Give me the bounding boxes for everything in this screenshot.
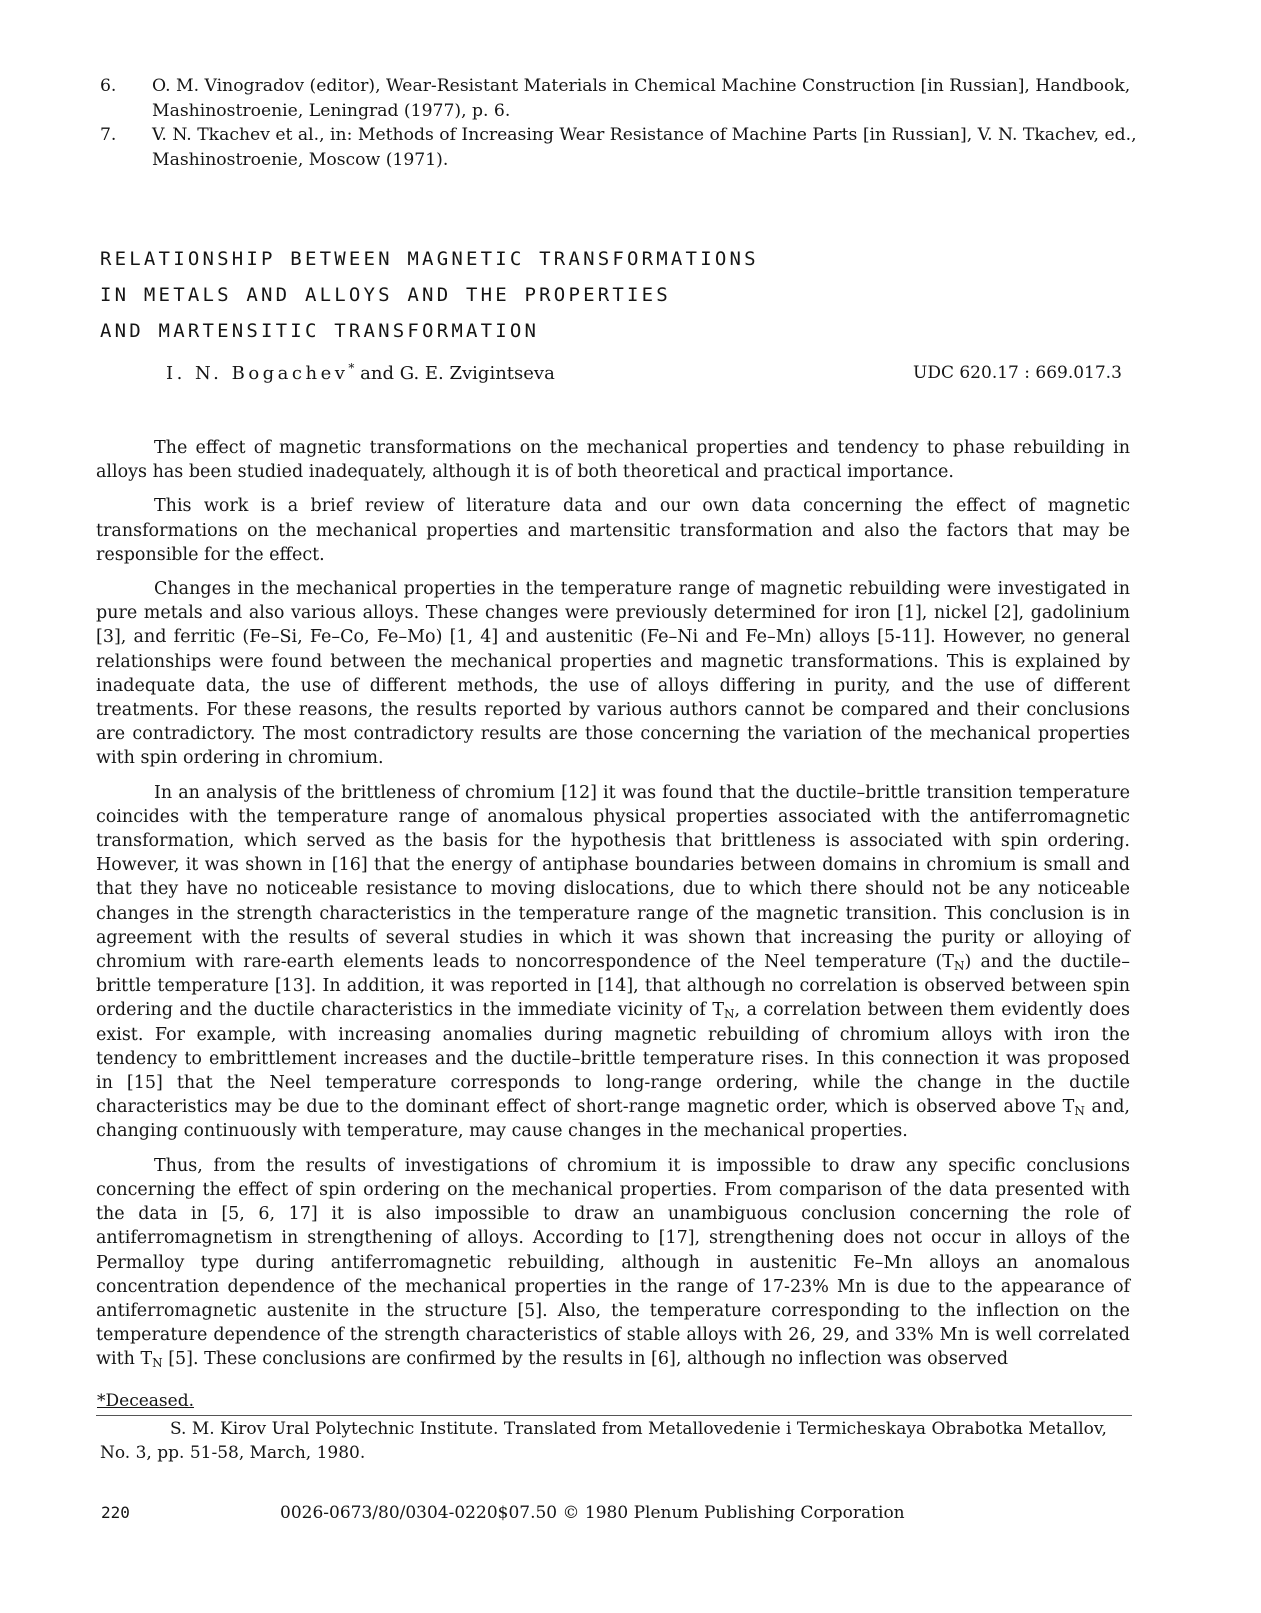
paragraph-text: In an analysis of the brittleness of chromium [12] it was found that the ductile–brittle transition temperature coincides with the temperature range of anomalous physical properties associated with the antiferromagnetic transformation, which served as the basis for the hypothesis that brittleness is associated with spin ordering. However, it was shown in [16] that the energy of antiphase boundaries between domains in chromium is small and that they have no noticeable resistance to moving dislocations, due to which there should not be any noticeable changes in the strength characteristics in the temperature range of the magnetic transition. This conclusion is in agreement with the results of several studies in which it was shown that increasing the purity or alloying of chromium with rare-earth elements leads to noncorrespondence of the Neel temperature (T (96, 782, 1130, 973)
reference-item (100, 74, 1140, 123)
paragraph (96, 781, 1130, 1144)
author-name: I. N. Bogachev (166, 363, 349, 384)
author-name: and G. E. Zvigintseva (360, 363, 555, 384)
subscript: N (953, 959, 965, 974)
title-line: AND MARTENSITIC TRANSFORMATION (100, 320, 540, 342)
paragraph-text: and, changing continuously with temperature, may cause changes in the mechanical properties. (96, 1097, 1130, 1142)
article-title (100, 241, 759, 349)
subscript: N (724, 1007, 735, 1022)
paragraph: The effect of magnetic transformations on the mechanical properties and tendency to phase rebuilding in alloys has been studied inadequately, although it is of both theoretical and practical importance. (96, 438, 1130, 483)
page-number: 220 (101, 1503, 130, 1522)
footnote-divider (96, 1415, 1132, 1416)
copyright-line: 0026-0673/80/0304-0220$07.50 © 1980 Plenum Publishing Corporation (280, 1503, 905, 1523)
udc-code: UDC 620.17 : 669.017.3 (913, 363, 1122, 383)
subscript: N (1074, 1104, 1085, 1119)
footnote: *Deceased. (97, 1391, 194, 1411)
affiliation-note: S. M. Kirov Ural Polytechnic Institute. Translated from Metallovedenie i Termicheskaya Obrabotka Metallov, No. 3, pp. 51-58, March, 1980. (100, 1419, 1107, 1463)
paragraph-text: Thus, from the results of investigations of chromium it is impossible to draw any specific conclusions concerning the effect of spin ordering on the mechanical properties. From comparison of the data presented with the data in [5, 6, 17] it is also impossible to draw an unambiguous conclusion concerning the role of antiferromagnetism in strengthening of alloys. According to [17], strengthening does not occur in alloys of the Permalloy type during antiferromagnetic rebuilding, although in austenitic Fe–Mn alloys an anomalous concentration dependence of the mechanical properties in the range of 17-23% Mn is due to the appearance of antiferromagnetic austenite in the structure [5]. Also, the temperature corresponding to the inflection on the temperature dependence of the strength characteristics of stable alloys with 26, 29, and 33% Mn is well correlated with T (96, 1155, 1130, 1370)
paragraph-text: [5]. These conclusions are confirmed by the results in [6], although no inflection was observed (162, 1349, 1009, 1370)
paragraph (96, 1154, 1130, 1372)
reference-number: 6. (100, 76, 117, 96)
reference-text: V. N. Tkachev et al., in: Methods of Increasing Wear Resistance of Machine Parts [in Russian], V. N. Tkachev, ed., Mashinostroenie, Moscow (1971). (152, 125, 1137, 170)
author-line (166, 361, 555, 384)
reference-list (100, 74, 1140, 172)
title-line: IN METALS AND ALLOYS AND THE PROPERTIES (100, 284, 671, 306)
subscript: N (152, 1356, 163, 1371)
paragraph-text: ) and the ductile–brittle temperature [13]. In addition, it was reported in [14], that although no correlation is observed between spin ordering and the ductile characteristics in the immediate vicinity of T (96, 952, 1130, 1021)
reference-number: 7. (100, 125, 117, 145)
deceased-marker: * (348, 361, 355, 375)
reference-item (100, 123, 1140, 172)
paragraph-text: , a correlation between them evidently does exist. For example, with increasing anomalies during magnetic rebuilding of chromium alloys with iron the tendency to embrittlement increases and the ductile–brittle temperature rises. In this connection it was proposed in [15] that the Neel temperature corresponds to long-range ordering, while the change in the ductile characteristics may be due to the dominant effect of short-range magnetic order, which is observed above T (96, 1000, 1130, 1118)
paragraph: This work is a brief review of literature data and our own data concerning the effect of magnetic transformations on the mechanical properties and martensitic transformation and also the factors that may be responsible for the effect. (96, 496, 1130, 565)
reference-text: O. M. Vinogradov (editor), Wear-Resistant Materials in Chemical Machine Construction [in Russian], Handbook, Mashinostroenie, Leningrad (1977), p. 6. (152, 76, 1131, 121)
article-body (96, 436, 1130, 1382)
paragraph: Changes in the mechanical properties in the temperature range of magnetic rebuilding were investigated in pure metals and also various alloys. These changes were previously determined for iron [1], nickel [2], gadolinium [3], and ferritic (Fe–Si, Fe–Co, Fe–Mo) [1, 4] and austenitic (Fe–Ni and Fe–Mn) alloys [5-11]. However, no general relationships were found between the mechanical properties and magnetic transformations. This is explained by inadequate data, the use of different methods, the use of alloys differing in purity, and the use of different treatments. For these reasons, the results reported by various authors cannot be compared and their conclusions are contradictory. The most contradictory results are those concerning the variation of the mechanical properties with spin ordering in chromium. (96, 579, 1130, 769)
title-line: RELATIONSHIP BETWEEN MAGNETIC TRANSFORMATIONS (100, 248, 759, 270)
